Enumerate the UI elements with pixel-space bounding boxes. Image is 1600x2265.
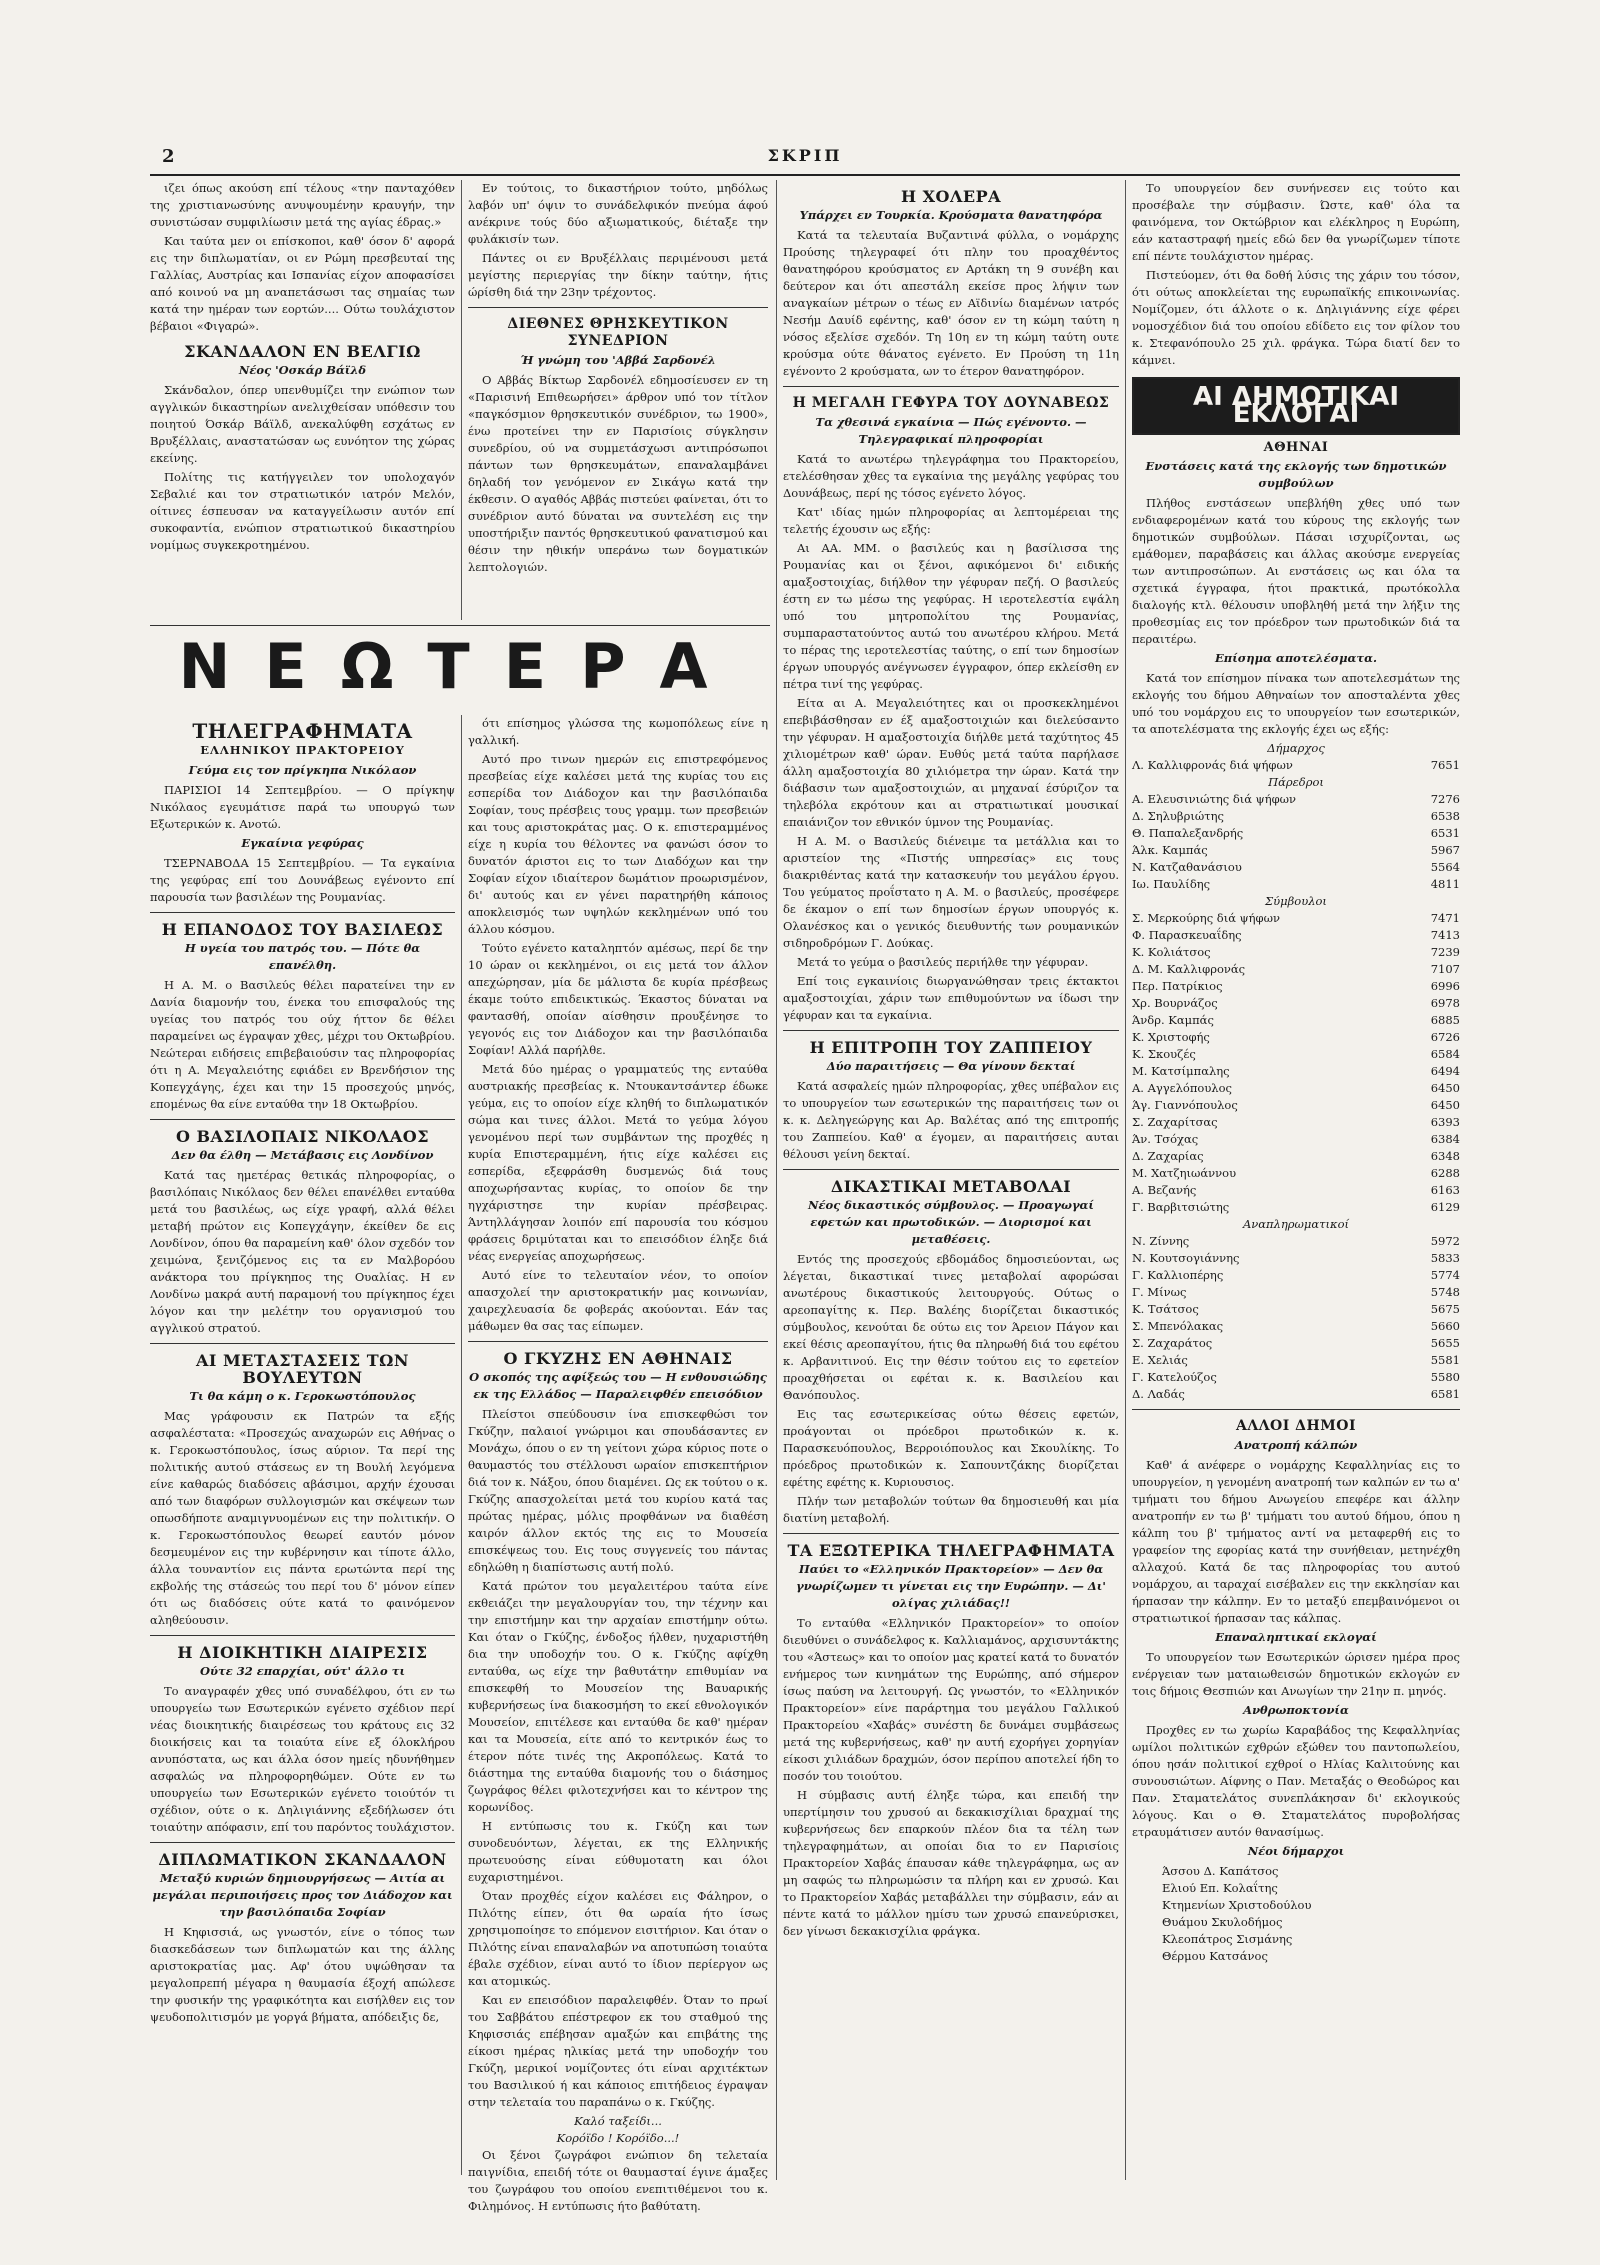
list-item: Θέρμου Κατσάνος — [1162, 1949, 1268, 1963]
candidate-name: Χρ. Βουρνάζος — [1132, 996, 1218, 1010]
candidate-votes: 6584 — [1430, 1047, 1460, 1061]
col3-s5-p2: Η σύμβασις αυτή έληξε τώρα, και επειδή την υπερτίμησιν του χρυσού αι δεκακισχίλιαι δραχμαί της κυβερνήσεως δεν επαρκούν πλέον δια τα τέλη των τηλεγραφημάτων, αι οποίαι δια το εν Παρισίοις Πρακτορείον Χαβάς έπαυσαν κάθε τηλεγράφημα, ως αν μη σαφώς τω πληρωμώσιν τα πλήρη και εν χρυσώ. Και το Πρακτορείον Χαβάς μεταβάλλει την σύμβασιν, εάν αι πέντε κατά το μάλλον ημίσυ των χρυσώ επανεύρισκει, δεν γίνωσι δεκακισχίλια φράγκα. — [783, 1788, 1119, 1938]
candidate-votes: 6348 — [1430, 1149, 1460, 1163]
table-row — [1132, 1386, 1460, 1403]
candidate-name: Γ. Μίνως — [1132, 1285, 1187, 1299]
councillors-label: Σύμβουλοι — [1265, 894, 1327, 908]
mid-p1: ότι επίσημος γλώσσα της κωμοπόλεως είνε η γαλλική. — [468, 716, 768, 747]
section-title: ΔΙΚΑΣΤΙΚΑΙ ΜΕΤΑΒΟΛΑΙ — [830, 1177, 1072, 1196]
section-subtitle: Ο σκοπός της αφίξεώς του — Η ενθουσιώδης εκ της Ελλάδος — Παραλειφθέν επεισόδιον — [469, 1370, 767, 1401]
table-row — [1132, 927, 1460, 944]
table-row — [1132, 1165, 1460, 1182]
section-title: ΣΚΑΝΔΑΛΟΝ ΕΝ ΒΕΛΓΙΩ — [184, 342, 421, 361]
section-text: Το αναγραφέν χθες υπό συναδέλφου, ότι εν τω υπουργείω των Εσωτερικών εγένετο σχέδιον περί νέας διοικητικής διαιρέσεως του κράτους εις 32 διοικήσεις και τα τοιαύτα είνε εξ όλοκλήρου ανυπόστατα, ως και άλλα όσον ημείς ηδυνήθημεν ασφαλώς να πληροφορηθώμεν. Ούτε εν τω υπουργείω των Εσωτερικών εγένετο τοιούτόν τι σχέδιον, ούτε ο κ. Δηλιγιάννης εξεδήλωσεν ότι τοιαύτην απόφασιν, επί του παρόντος τουλάχιστον. — [150, 1684, 455, 1834]
telegram-2-subtitle: Εγκαίνια γεφύρας — [241, 836, 364, 850]
candidate-votes: 5580 — [1430, 1370, 1460, 1384]
page-header — [150, 140, 1460, 180]
list-item: Κλεοπάτρος Σισμάνης — [1162, 1932, 1293, 1946]
section-subtitle: Παύει το «Ελληνικόν Πρακτορείον» — Δεν θα γνωρίζωμεν τι γίνεται εις την Ευρώπην. — Δι' ολίγας χιλιάδας!! — [796, 1562, 1106, 1610]
candidate-name: Σ. Μπενόλακας — [1132, 1319, 1224, 1333]
section-subtitle: Υπάρχει εν Τουρκία. Κρούσματα θανατηφόρα — [799, 208, 1103, 222]
col1-intro-2: Και ταύτα μεν οι επίσκοποι, καθ' όσον δ' αφορά εις την διπλωματίαν, οι εν Ρώμη πρεσβευταί της Γαλλίας, Αυστρίας και Ισπανίας είχον αποφασίσει από κοινού να μη αναπετάσωσι τας σημαίας των κατά την ημέραν των εορτών.... Ούτω τουλάχιστον βέβαιοι «Φιγαρώ». — [150, 234, 455, 333]
mayor-label: Δήμαρχος — [1267, 741, 1325, 755]
candidate-name: Άγ. Γιαννόπουλος — [1132, 1098, 1238, 1112]
candidate-votes: 6384 — [1430, 1132, 1460, 1146]
section-title: ΑΛΛΟΙ ΔΗΜΟΙ — [1235, 1418, 1357, 1434]
candidate-name: Κ. Τσάτσος — [1132, 1302, 1199, 1316]
candidate-votes: 6996 — [1430, 979, 1460, 993]
mid-p2: Αυτό προ τινων ημερών εις επιστρεφόμενος πρεσβείας είχε καλέσει μετά της κυρίας του εις εσπερίδα τον Διάδοχον και την βασιλόπαιδα Σοφίαν, τους πρέσβεις τους γραμμ. των πρεσβειών και τους αριστοκράτας μας. Ο κ. επιστεραμμένος είχε η κυρία του θέλοντες να φανώσι όσον το δυνατόν άριστοι εις το των Διαδόχων και την Σοφίαν είχον ιδιαίτερον δωμάτιον προωρισμένον, δι' αυτούς και εν γένει παρατηρήθη κάποιος αποκλεισμός των υψηλών κεκλημένων υπό του άλλου κόσμου. — [468, 752, 768, 936]
table-row — [1132, 1131, 1460, 1148]
candidate-votes: 6581 — [1430, 1387, 1460, 1401]
candidate-votes: 6163 — [1430, 1183, 1460, 1197]
table-row — [1132, 1012, 1460, 1029]
table-row — [1132, 1284, 1460, 1301]
col1-intro-1: ιζει όπως ακούση επί τέλους «την πανταχόθεν της χριστιανωσύνης ανυψουμένην κραυγήν, την συνιστώσαν συμφιλίωσιν μετά της αγίας έδρας.» — [150, 181, 455, 229]
candidate-name: Άν. Τσόχας — [1132, 1132, 1199, 1146]
candidate-name: Σ. Ζαχαρίτσας — [1132, 1115, 1218, 1129]
mid-s1-p1: Πλείστοι σπεύδουσιν ίνα επισκεφθώσι τον Γκύζην, παλαιοί γνώριμοι και σπουδάσαντες εν Μονάχω, όπου ο εν τη γείτονι χώρα κύριος ποτε ο θαυμαστός του στέλλουσι ωραίον επισκεπτήριον διά τον κ. Νάξου, όπου διαμένει. Ως εκ τούτου ο κ. Γκύζης απασχολείται μετά του κυρίου κατά τας πρώτας ημέρας, μόλις προφθάνων να διαθέση καιρόν άλλον εκτός της εις το Μουσεία επισκέψεως του. Εις τους συγγενείς του πάντας εδηλώθη η διαπίστωσις αυτή πολύ. — [468, 1407, 768, 1574]
telegrams-agency: ΕΛΛΗΝΙΚΟΥ ΠΡΑΚΤΟΡΕΙΟΥ — [200, 743, 405, 757]
telegram-2-text: ΤΣΕΡΝΑΒΟΔΑ 15 Σεπτεμβρίου. — Τα εγκαίνια της γεφύρας επί του Δουνάβεως εγένοντο επί παρουσία των βασιλέων της Ρουμανίας. — [150, 856, 455, 904]
quote-2: Κορόϊδο ! Κορόϊδο...! — [556, 2131, 680, 2145]
candidate-name: Δ. Μ. Καλλιφρονάς — [1132, 962, 1246, 976]
masthead: ΣΚΡΙΠ — [767, 146, 843, 165]
section-subtitle: Ή γνώμη του 'Αββά Σαρδονέλ — [520, 353, 716, 367]
candidate-name: Α. Ελευσινιώτης διά ψήφων — [1132, 792, 1297, 806]
elections-banner: ΑΙ ΔΗΜΟΤΙΚΑΙ ΕΚΛΟΓΑΙ — [1132, 377, 1460, 435]
column-1-top — [150, 180, 455, 620]
candidate-name: Κ. Κολιάτσος — [1132, 945, 1211, 959]
candidate-name: Δ. Λαδάς — [1132, 1387, 1185, 1401]
candidate-votes: 6450 — [1430, 1098, 1460, 1112]
table-row — [1132, 791, 1460, 808]
table-row — [1132, 910, 1460, 927]
col3-s4-p2: Εις τας εσωτερικείσας ούτω θέσεις εφετών, προάγονται οι πρόεδροι πρωτοδικών κ. κ. Παρασκευόπουλος, Βερροιόπουλος και Σκουλίκης. Το πρόεδρος πρωτοδικών κ. Σαπουντζάκης διορίζεται εφέτης εφέτης κ. Κυριουσιος. — [783, 1407, 1119, 1489]
divider — [150, 1343, 455, 1344]
section-text: Μας γράφουσιν εκ Πατρών τα εξής ασφαλέστατα: «Προσεχώς αναχωρών εις Αθήνας ο κ. Γεροκωστόπουλος, ίσως αύριον. Τα περί της πολιτικής αυτού στάσεως εν τη Βουλή λεγόμενα είνε καθαρώς διαδόσεις αβάσιμοι, αρχήν έχουσαι από των διαφόρων συλλογισμών και σκέψεων των οπωσδήποτε αναμιγνυομένων εις την πολιτικήν. Ο κ. Γεροκωστόπουλος θεωρεί εαυτόν μόνον δεσμευμένον εις την κυβέρνησιν και τίποτε άλλο, άλλα τουναντίον εις πάντα ερωτώντα περί της εκβολής της στάσεώς του περί του δ' μόνον είπεν ότι ως διαδόσεις ούτε κατά το φαινόμενον αληθεύουσιν. — [150, 1409, 455, 1627]
candidate-name: Κ. Σκουζές — [1132, 1047, 1196, 1061]
candidate-name: Α. Βεζανής — [1132, 1183, 1197, 1197]
table-row — [1132, 1267, 1460, 1284]
table-row — [1132, 859, 1460, 876]
candidate-votes: 6885 — [1430, 1013, 1460, 1027]
section-title: ΤΑ ΕΞΩΤΕΡΙΚΑ ΤΗΛΕΓΡΑΦΗΜΑΤΑ — [787, 1541, 1115, 1560]
new-mayors-title: Νέοι δήμαρχοι — [1247, 1844, 1345, 1858]
candidate-votes: 5972 — [1430, 1234, 1460, 1248]
mid-s1-p5: Και εν επεισόδιον παραλειφθέν. Όταν το πρωί του Σαββάτου επέστρεφον εκ του σταθμού της Κηφισσιάς επέβησαν αμαξών και επιβάτης της είκοσι ημέρας ηλικίας μετά την υποδοχήν του Γκύζη, μερικοί νομίζοντες ότι είναι αρχιτέκτων του Βασιλικού ή και κάποιος επιτήδειος έγραψαν στην τελεταία του παραπάνω ο κ. Γκύζης. — [468, 1993, 768, 2109]
telegram-1-subtitle: Γεύμα εις τον πρίγκηπα Νικόλαον — [188, 763, 417, 777]
col3-s2-p1: Κατά το ανωτέρω τηλεγράφημα του Πρακτορείου, ετελέσθησαν χθες τα εγκαίνια της μεγάλης γεφύρας του Δουνάβεως, περί ης τόσος εγένετο λόγος. — [783, 452, 1119, 500]
col3-s2-p3: Αι ΑΑ. ΜΜ. ο βασιλεύς και η βασίλισσα της Ρουμανίας και οι ξένοι, αφικόμενοι δι' ειδικής αμαξοστοιχίας, διήλθον την γέφυραν πεζή. Ο βασιλεύς έστη εν τω μέσω της γεφύρας. Η ιεροτελεστία εψάλη υπό του μητροπολίτου της Ρουμανίας, συμπαραστατούντος αυτώ του ανωτέρου κλήρου. Μετά το πέρας της ιεροτελεστίας ταύτης, ο επί των δημοσίων έργων υπουργός ανέγνωσεν έγγραφον, όπερ εκλείσθη εν πέτρα τινί της γεφύρας. — [783, 541, 1119, 691]
col3-s2-p2: Κατ' ιδίας ημών πληροφορίας αι λεπτομέρειαι της τελετής έχουσιν ως εξής: — [783, 505, 1119, 536]
candidate-name: Δ. Σηλυβριώτης — [1132, 809, 1224, 823]
candidate-votes: 6494 — [1430, 1064, 1460, 1078]
candidate-votes: 5748 — [1430, 1285, 1460, 1299]
section-subtitle: Ούτε 32 επαρχίαι, ούτ' άλλο τι — [199, 1664, 406, 1678]
candidate-name: Ν. Κουτσογιάννης — [1132, 1251, 1240, 1265]
list-item: Θυάμου Σκυλοδήμος — [1162, 1915, 1283, 1929]
table-row — [1132, 1369, 1460, 1386]
candidate-name: Κ. Χριστοφής — [1132, 1030, 1210, 1044]
col4-intro-2: Πιστεύομεν, ότι θα δοθή λύσις της χάριν του τόσον, ότι ούτως αποκλείεται της ευρωπαϊκής επικοινωνίας. Νομίζομεν, ότι άλλοτε ο κ. Δηλιγιάννης είχε φέρει νομοσχέδιον διά του οποίου εδίδετο εις τον φίλον του κ. Στεφανόπουλο 25 χιλ. φράγκα. Τώρα διατί δεν το κάμνει. — [1132, 268, 1460, 367]
section-subtitle: Η υγεία του πατρός του. — Πότε θα επανέλθη. — [184, 941, 421, 972]
substitutes-table — [1132, 1233, 1460, 1403]
table-row — [1132, 1199, 1460, 1216]
section-subtitle: Δεν θα έλθη — Μετάβασις εις Λονδίνον — [171, 1148, 434, 1162]
table-row — [1132, 1233, 1460, 1250]
divider — [783, 1169, 1119, 1170]
candidate-name: Μ. Κατσίμπαλης — [1132, 1064, 1230, 1078]
section-title: ΑΙ ΜΕΤΑΣΤΑΣΕΙΣ ΤΩΝ ΒΟΥΛΕΥΤΩΝ — [196, 1351, 409, 1387]
athens-subtitle: Ενστάσεις κατά της εκλογής των δημοτικών συμβούλων — [1145, 459, 1447, 490]
table-row — [1132, 995, 1460, 1012]
assistants-table — [1132, 791, 1460, 893]
candidate-votes: 5833 — [1430, 1251, 1460, 1265]
candidate-name: Άνδρ. Καμπάς — [1132, 1013, 1214, 1027]
candidate-votes: 7276 — [1430, 792, 1460, 806]
candidate-votes: 6978 — [1430, 996, 1460, 1010]
column-2-top — [468, 180, 768, 620]
candidate-votes: 7239 — [1430, 945, 1460, 959]
column-1-bottom — [150, 715, 455, 2175]
mid-s1-p2: Κατά πρώτον του μεγαλειτέρου ταύτα είνε εκθειάζει την μεγαλουργίαν του, την τέχνην και την επιστήμην και την αρχαίαν επιστήμην ούτω. Και όταν ο Γκύζης, ένδοξος ήλθεν, ηυχαριστήθη δια την υποδοχήν του. Ο κ. Γκύζης αφίχθη ενταύθα, ως είχε την βαθυτάτην επιθυμίαν να επισκεφθή το Μουσείον της Βαυαρικής κυβερνήσεως ίνα διακοσμήση το εκεί εθνολογικόν Μουσείον, επιτέλεσε και ενταύθα δε καθ' ημέραν και τα Μουσεία, είτε από το κεντρικόν έως το έτερον πότε τινές της Ακροπόλεως. Κατά το διάστημα της ενταύθα διαμονής του ο διάσημος ζωγράφος θέλει φιλοτεχνήσει και το κέντρον της κορωνίδος. — [468, 1579, 768, 1814]
divider — [468, 307, 768, 308]
section-title: Η ΜΕΓΑΛΗ ΓΕΦΥΡΑ ΤΟΥ ΔΟΥΝΑΒΕΩΣ — [792, 395, 1110, 411]
col2-s1-p1: Ο Αββάς Βίκτωρ Σαρδονέλ εδημοσίευσεν εν τη «Παρισινή Επιθεωρήσει» άρθρον υπό τον τίτλον «παγκόσμιον θρησκευτικόν συνέδριον, τω 1900», ένω προτείνει την εν Παρισίοις σύγκλησιν συνεδρίου, ού να συμμετάσχωσι αντιπρόσωποι πάντων των θρησκευμάτων, επαναλαμβάνει δηλαδή τον γενόμενον εν Σικάγω κατά την έκθεσιν. Ο αγαθός Αββάς πιστεύει φαίνεται, ότι το συνέδριον αυτό δύναται να συντελέση εις την υποστήριξιν παντός θρησκευτικού φανατισμού και θέσιν την ηθικήν υπεράνω των δογματικών λεπτολογιών. — [468, 373, 768, 574]
table-row — [1132, 1301, 1460, 1318]
column-divider — [461, 715, 462, 2175]
candidate-name: Μ. Χατζηιωάννου — [1132, 1166, 1237, 1180]
candidate-votes: 5967 — [1430, 843, 1460, 857]
candidate-votes: 6450 — [1430, 1081, 1460, 1095]
list-item: Άσσου Δ. Καπάτσος — [1162, 1864, 1279, 1878]
page-number: 2 — [162, 146, 175, 167]
other-text: Καθ' ά ανέφερε ο νομάρχης Κεφαλληνίας εις το υπουργείον, η γενομένη ανατροπή των καλπών εν τω α' τμήματι του δήμου Ανωγείου επεφέρε και άλλην ανατροπήν εν τω β' τμήματι του αυτού δήμου, όπου η κάλπη του β' τμήματος αντί να μεταφερθή εις το γραφείον της εφορίας κατά την συνήθειαν, μετηνέχθη αλλαχού. Κατά δε τας πληροφορίας του αυτού νομάρχου, αι ταραχαί εισέβαλεν εις την εκκλησίαν και ήρπασαν την κάλπην. Εν το μεταξύ επεμβαινόμενοι οι στρατιωτικοί ήρπασαν τας κάλπας. — [1132, 1458, 1460, 1625]
repeat-elections-text: Το υπουργείον των Εσωτερικών ώρισεν ημέρα προς ενέργειαν των ματαιωθεισών δημοτικών εκλογών εν τοις δήμοις Θεσπιών και Ανωγίων την 21ην π. μηνός. — [1132, 1650, 1460, 1698]
candidate-votes: 5675 — [1430, 1302, 1460, 1316]
quote-3: Οι ξένοι ζωγράφοι ενώπιον δη τελεταία παιγνίδια, επειδή τότε οι θαυμασταί έγινε άμαξες του ζωγράφου του οποίου ενεπιτιθέμενοι του κ. Φιλημόνος. Η εντύπωσις ήτο βαθύτατη. — [468, 2148, 768, 2213]
candidate-name: Σ. Ζαχαράτος — [1132, 1336, 1213, 1350]
section-text: Η Α. Μ. ο Βασιλεύς θέλει παρατείνει την εν Δανία διαμονήν του, ένεκα του επισφαλούς της υγείας του πατρός του ούχ ήττον δε θέλει παραμείνει ως έγραψαν χθες, μέχρι του Οκτωβρίου. Νεώτεραι ειδήσεις επιβεβαιούσιν τας πληροφορίας ότι η Α. Μεγαλειότης εφιάδει εν Βρενδήσιον της Κοπεγχάγης, έχει και την 15 προσεχούς μηνός, επομένως θα είνε ενταύθα την 18 Οκτωβρίου. — [150, 978, 455, 1111]
section-title: Η ΕΠΑΝΟΔΟΣ ΤΟΥ ΒΑΣΙΛΕΩΣ — [161, 920, 444, 939]
mid-s1-p3: Η εντύπωσις του κ. Γκύζη και των συνοδευόντων, λέγεται, εκ της Ελληνικής πρωτευούσης είναι εύθυμοτατη και όλοι ευχαριστημένοι. — [468, 1819, 768, 1884]
candidate-votes: 5660 — [1430, 1319, 1460, 1333]
neotera-banner — [150, 625, 770, 706]
column-divider — [1125, 180, 1126, 2180]
table-row — [1132, 1182, 1460, 1199]
column-divider — [776, 180, 777, 2180]
candidate-votes: 6288 — [1430, 1166, 1460, 1180]
official-title: Επίσημα αποτελέσματα. — [1215, 651, 1377, 665]
table-row — [1132, 978, 1460, 995]
table-row — [1132, 1114, 1460, 1131]
athens-title: ΑΘΗΝΑΙ — [1263, 440, 1329, 455]
official-text: Κατά τον επίσημον πίνακα των αποτελεσμάτων της εκλογής του δήμου Αθηναίων τον αποσταλέντα χθες υπό του νομάρχου εις το υπουργείον των εσωτερικών, τα αποτελέσματα της εκλογής έχει ως εξής: — [1132, 671, 1460, 736]
divider — [150, 1842, 455, 1843]
candidate-votes: 7651 — [1430, 758, 1460, 772]
candidate-name: Λ. Καλλιφρονάς διά ψήφων — [1132, 758, 1293, 772]
table-row — [1132, 1250, 1460, 1267]
candidate-votes: 5564 — [1430, 860, 1460, 874]
col2-intro-2: Πάντες οι εν Βρυξέλλαις περιμένουσι μετά μεγίστης περιεργίας την δίκην ταύτην, ήτις ώρίσθη διά την 23ην τρέχοντος. — [468, 251, 768, 299]
section-subtitle: Τα χθεσινά εγκαίνια — Πώς εγένοντο. — Τηλεγραφικαί πληροφορίαι — [815, 415, 1087, 446]
divider — [150, 1635, 455, 1636]
substitutes-label: Αναπληρωματικοί — [1242, 1217, 1350, 1231]
quote-1: Καλό ταξείδι... — [574, 2114, 662, 2128]
col3-s4-p3: Πλήν των μεταβολών τούτων θα δημοσιευθή και μία διατίνη μεταβολή. — [783, 1494, 1119, 1525]
divider — [150, 912, 455, 913]
candidate-name: Φ. Παρασκευαΐδης — [1132, 928, 1242, 942]
repeat-elections-title: Επαναληπτικαί εκλογαί — [1215, 1630, 1377, 1644]
candidate-votes: 5655 — [1430, 1336, 1460, 1350]
section-title: ΔΙΕΘΝΕΣ ΘΡΗΣΚΕΥΤΙΚΟΝ ΣΥΝΕΔΡΙΟΝ — [507, 316, 729, 349]
candidate-name: Ιω. Παυλίδης — [1132, 877, 1211, 891]
table-row — [1132, 1046, 1460, 1063]
section-subtitle: Μεταξύ κυριών δημιουργήσεως — Αιτία αι μεγάλαι περιποιήσεις προς τον Διάδοχον και την βασιλόπαιδα Σοφίαν — [152, 1871, 453, 1919]
candidate-votes: 6129 — [1430, 1200, 1460, 1214]
column-divider — [461, 180, 462, 620]
table-row — [1132, 876, 1460, 893]
table-row — [1132, 1352, 1460, 1369]
candidate-votes: 7471 — [1430, 911, 1460, 925]
divider — [1132, 1409, 1460, 1410]
col3-s5-p1: Το ενταύθα «Ελληνικόν Πρακτορείον» το οποίον διευθύνει ο συνάδελφος κ. Καλλιαμάνος, αρχισυντάκτης του «Άστεως» και το οποίον μας κρατεί κατά το δυνατόν ενήμερος των κινημάτων της Ευρώπης, από σήμερον ίσως παύση να λειτουργή. Ως γνωστόν, το «Ελληνικόν Πρακτορείον» είνε παράρτημα του μεγάλου Γαλλικού Πρακτορείου «Χαβάς» συνέστη δε δυνάμει συμβάσεως μετά της κυβερνήσεως, καθ' ην αυτή εχορήγει χορηγίαν είκοσι χιλιάδων δραχμών, όσον περίπου αποτελεί ήδη το ποσόν του τοιούτου. — [783, 1616, 1119, 1783]
table-row — [1132, 1148, 1460, 1165]
col3-s1-p1: Κατά τα τελευταία Βυζαντινά φύλλα, ο νομάρχης Προύσης τηλεγραφεί ότι πλην του προαχθέντος θανατηφόρου κρούσματος εν Αρτάκη τη 9 συνέβη και δεύτερον και ότι απεστάλη εκείσε προς λήψιν των αναγκαίων μέτρων ο τέως εν Αϊδινίω διαμένων ιατρός Νεσήμ Δαυίδ εφέντης, καθ' όσον εν τη κώμη ταύτη η νόσος εξελίσε σχεδόν. Τη 10η εν τη κώμη ταύτη ουτε κρούσμα ούτε θάνατος εγένετο. Εν Προύση τη 11η εγένοντο 2 κρούσματα, ων το έτερον θανατηφόρον. — [783, 228, 1119, 378]
candidate-name: Α. Αγγελόπουλος — [1132, 1081, 1232, 1095]
table-row — [1132, 961, 1460, 978]
section-title: Ο ΒΑΣΙΛΟΠΑΙΣ ΝΙΚΟΛΑΟΣ — [175, 1127, 429, 1146]
table-row — [1132, 944, 1460, 961]
candidate-votes: 6538 — [1430, 809, 1460, 823]
mid-p5: Αυτό είνε το τελευταίον νέον, το οποίον απασχολεί την αριστοκρατικήν μας κοινωνίαν, χαιρεχλευασία δε φοβεράς ακούονται. Εάν τας μάθωμεν θα σας τας είπωμεν. — [468, 1268, 768, 1333]
section-title: Η ΕΠΙΤΡΟΠΗ ΤΟΥ ΖΑΠΠΕΙΟΥ — [809, 1038, 1093, 1057]
table-row — [1132, 825, 1460, 842]
candidate-votes: 6393 — [1430, 1115, 1460, 1129]
col3-s3-p1: Κατά ασφαλείς ημών πληροφορίας, χθες υπέβαλον εις το υπουργείον των εσωτερικών της παραιτήσεις των οι κ. κ. Δεληγεώργης και Αρ. Βαλέτας από της επιτροπής του Ζαππείου. Καθ' α έγομεν, αι παραιτήσεις αυται θέλουσι γείνη δεκταί. — [783, 1079, 1119, 1161]
candidate-name: Ν. Κατζαθανάσιου — [1132, 860, 1242, 874]
section-title: Ο ΓΚΥΖΗΣ ΕΝ ΑΘΗΝΑΙΣ — [503, 1349, 733, 1368]
candidate-name: Θ. Παπαλεξανδρής — [1132, 826, 1244, 840]
section-subtitle: Ανατροπή κάλπών — [1234, 1438, 1358, 1452]
assistants-label: Πάρεδροι — [1268, 775, 1324, 789]
divider — [783, 386, 1119, 387]
section-title: Η ΧΟΛΕΡΑ — [900, 187, 1002, 206]
list-item: Κτημενίων Χριστοδούλου — [1162, 1898, 1312, 1912]
column-2-bottom — [468, 715, 768, 2213]
divider — [468, 1341, 768, 1342]
candidate-name: Γ. Καλλιοπέρης — [1132, 1268, 1224, 1282]
candidate-name: Περ. Πατρίκιος — [1132, 979, 1223, 993]
athens-text: Πλήθος ενστάσεων υπεβλήθη χθες υπό των ενδιαφερομένων κατά του κύρους της εκλογής των δημοτικών συμβούλων. Πάσαι ισχυρίζονται, ως εμάθομεν, παραβάσεις και άλλας ακούσμε ενεργείας των αντιπροσώπων. Αι ενστάσεις ως και όλα τα σχετικά έγγραφα, ήτοι πρακτικά, πρωτόκολλα διαλογής κτλ. θέλουσιν υποβληθή μετά την λήξιν της προθεσμίας εις τον πρόεδρον των πρωτοδικών διά τα περαιτέρω. — [1132, 496, 1460, 646]
section-text: Η Κηφισσιά, ως γνωστόν, είνε ο τόπος των διασκεδάσεων των διπλωματών και της άλλης αριστοκρατίας μας. Αφ' ότου υψώθησαν τα μεγαλοπρεπή μέγαρα η θαυμασία έξοχή απώλεσε την φυσικήν της γραφικότητα και εισήλθεν εις τον ψευδοπολιτισμόν με γοργά βήματα, απόδειξις δε, — [150, 1925, 455, 2024]
section-subtitle: Τι θα κάμη ο κ. Γεροκωστόπουλος — [189, 1389, 416, 1403]
section-subtitle: Νέος δικαστικός σύμβουλος. — Προαγωγαί εφετών και πρωτοδικών. — Διορισμοί και μεταθέσεις. — [808, 1198, 1094, 1246]
list-item: Ελιού Επ. Κολαΐτης — [1162, 1881, 1278, 1895]
candidate-votes: 5581 — [1430, 1353, 1460, 1367]
col3-s2-p5: Η Α. Μ. ο Βασιλεύς διένειμε τα μετάλλια και το αριστείον της «Πιστής υπηρεσίας» εις τους διακριθέντας κατά την κατασκευήν του μεγάλου έργου. Του γεύματος προΐστατο η Α. Μ. ο βασιλεύς, προσέφερε δε έκαμον ο επί των δημοσίων έργων υπουργός κ. Ολανέσκος και ο γενικός διευθυντής των ρουμανικών σιδηροδρόμων Γ. Δούκας. — [783, 834, 1119, 950]
col4-intro-1: Το υπουργείον δεν συνήνεσεν εις τούτο και προσέβαλε την σύμβασιν. Ώστε, καθ' όλα τα φαινόμενα, τον Οκτώβριον και ελέκληρος η Ευρώπη, εάν καταστραφή ημείς εδώ δεν θα γνωρίζωμεν τίποτε επί πέντε τουλάχιστον ημέρας. — [1132, 181, 1460, 263]
candidate-name: Άλκ. Καμπάς — [1132, 843, 1208, 857]
candidate-name: Δ. Ζαχαρίας — [1132, 1149, 1204, 1163]
candidate-name: Γ. Βαρβιτσιώτης — [1132, 1200, 1230, 1214]
col3-s4-p1: Εντός της προσεχούς εβδομάδος δημοσιεύονται, ως λέγεται, δικαστικαί τινες μεταβολαί αφορώσαι ανωτέρους δικαστικούς λειτουργούς. Ούτως ο αρεοπαγίτης κ. Περ. Βαλέης διορίζεται δικαστικός σύμβουλος, κενούται δε ούτω εις τον Άρειον Πάγον και εκεί θέσις αρεοπαγίτου, ήτις θα πληρωθή διά του εφέτου κ. Αρβανιτινού. Εις την θέσιν τούτου εις το εφετείον προαχθήσεται οι εφέται κ. κ. Βασιλείου και Θανόπουλος. — [783, 1252, 1119, 1402]
murder-title: Ανθρωποκτονία — [1243, 1703, 1349, 1717]
section-title: Η ΔΙΟΙΚΗΤΙΚΗ ΔΙΑΙΡΕΣΙΣ — [177, 1643, 428, 1662]
candidate-name: Σ. Μερκούρης διά ψήφων — [1132, 911, 1280, 925]
table-row — [1132, 1080, 1460, 1097]
column-3 — [783, 180, 1119, 2175]
candidate-name: Ν. Ζίννης — [1132, 1234, 1190, 1248]
table-row — [1132, 1318, 1460, 1335]
col1-s1-p2: Πολίτης τις κατήγγειλεν τον υπολοχαγόν Σεβαλιέ και τον στρατιωτικόν ιατρόν Μελόν, οίτινες έσπευσαν να καταγγείλωσιν αυτόν επί συκοφαντία, ενώπιον στρατιωτικού δικαστηρίου νομίμως συγκεκροτημένου. — [150, 470, 455, 552]
mid-p4: Μετά δύο ημέρας ο γραμματεύς της ενταύθα αυστριακής πρεσβείας κ. Ντουκαντσάντερ έδωκε γεύμα, εις το οποίον είχε κληθή το διπλωματικόν σώμα και τινες άλλοι. Μετά το γεύμα λόγου γενομένου περί των συμβάντων της προχθές η κυρία Επιστεραμμένη, ήτις είχε καλέσει εις εσπερίδα, εξεφράσθη δυσμενώς διά τους αποχωρήσαντας κυρίας, το οποίον δε την ηγχάριστησε την κυρίαν πρέσβειρας. Άντηλλάγησαν λοιπόν επί παρουσία του κόσμου φράσεις δριμύταται και το επεισόδιον έληξε διά νέας ενεργείας αποχωρήσεως. — [468, 1062, 768, 1263]
table-row — [1132, 842, 1460, 859]
col3-s2-p6: Μετά το γεύμα ο βασιλεύς περιήλθε την γέφυραν. — [797, 955, 1089, 969]
divider — [783, 1533, 1119, 1534]
section-title: ΔΙΠΛΩΜΑΤΙΚΟΝ ΣΚΑΝΔΑΛΟΝ — [158, 1850, 447, 1869]
telegram-1-text: ΠΑΡΙΣΙΟΙ 14 Σεπτεμβρίου. — Ο πρίγκηψ Νικόλαος εγευμάτισε παρά τω υπουργώ των Εξωτερικών κ. Ανοτώ. — [150, 783, 455, 831]
col2-intro-1: Εν τούτοις, το δικαστήριον τούτο, μηδόλως λαβόν υπ' όψιν το συνάδελφικόν πνεύμα άφού ανέκρινε τούς δύο αξιωματικούς, διέταξε την φυλάκισίν των. — [468, 181, 768, 246]
candidate-votes: 6531 — [1430, 826, 1460, 840]
table-row — [1132, 757, 1460, 774]
section-text: Κατά τας ημετέρας θετικάς πληροφορίας, ο βασιλόπαις Νικόλαος δεν θέλει επανέλθει ενταύθα μετά του βασιλέως, ως είχε γραφή, αλλά θέλει μεταβή πρώτον εις Κοπεγχάγην, έκείθεν δε εις Λονδίνον, όπου θα παραμείνη καθ' όλον σχεδόν τον χειμώνα, ξενιζόμενος εις τα εν Μαλβορόου ανάκτορα του πρίγκηπος της Ουαλίας. Η εν Λονδίνω μακρά αυτή παραμονή του πρίγκηπος έχει λόγον και την μελέτην του οργανισμού του αγγλικού στρατού. — [150, 1168, 455, 1335]
candidate-votes: 4811 — [1430, 877, 1460, 891]
candidate-votes: 6726 — [1430, 1030, 1460, 1044]
candidate-votes: 7107 — [1430, 962, 1460, 976]
section-subtitle: Δύο παραιτήσεις — Θα γίνουν δεκταί — [826, 1059, 1076, 1073]
murder-text: Προχθες εν τω χωρίω Καραβάδος της Κεφαλληνίας ωμίλοι πολιτικών εχθρών εξώθεν του παντοπωλείου, όπου ησάν πολιτικοί εχθροί ο Ηλίας Καλιτούνης και συνουσιώτων. Αίφνης ο Παν. Μεταξάς ο Θεοδώρος και Παν. Σταματελάτος συνεπλάκησαν δι' εκλογικούς λόγους. Και ο Θ. Σταματελάτος πυροβολήσας ετραυμάτισεν αυτόν θανασίμως. — [1132, 1723, 1460, 1839]
divider — [783, 1030, 1119, 1031]
candidate-name: Ε. Χελιάς — [1132, 1353, 1188, 1367]
candidate-votes: 7413 — [1430, 928, 1460, 942]
candidate-name: Γ. Κατελούζος — [1132, 1370, 1217, 1384]
candidate-votes: 5774 — [1430, 1268, 1460, 1282]
neotera-title: ΝΕΩΤΕΡΑ — [178, 630, 742, 703]
table-row — [1132, 1063, 1460, 1080]
divider — [150, 1119, 455, 1120]
table-row — [1132, 808, 1460, 825]
mid-s1-p4: Όταν προχθές είχον καλέσει εις Φάληρον, ο Πιλότης είπεν, ότι θα ωραία ήτο ίσως χρησιμοποίησε το επόμενον εισιτήριον. Και όταν ο Πιλότης είναι επαναλαβών να αποτυπώση τοιαύτα έβαλε σχέδιον, είναι αυτό το ίδιον περίεργον ως και ατομικώς. — [468, 1889, 768, 1988]
newspaper-page — [150, 140, 1460, 2213]
column-4 — [1132, 180, 1460, 2175]
mid-p3: Τούτο εγένετο καταληπτόν αμέσως, περί δε την 10 ώραν οι κεκλημένοι, οι εις μετά τον άλλον απεχώρησαν, μία δε μάλιστα δε κυρία πρέσβεως έκαμε τούτο επιδεικτικώς. Έκαστος δύναται να φαντασθή, οποίαν αίσθησιν προυξένησε το γεγονός εις τον Διάδοχον και την βασιλόπαιδα Σοφίαν! Αλλά παρήλθε. — [468, 941, 768, 1057]
table-row — [1132, 1029, 1460, 1046]
col1-s1-p1: Σκάνδαλον, όπερ υπενθυμίζει την ενώπιον των αγγλικών δικαστηρίων ανελιχθείσαν υπόθεσιν του ποιητού Όσκάρ Βάϊλδ, ανεκαλύφθη εσχάτως εν Βρυξέλλαις, αναστατώσαν ως ευνόητον της χώρας εκείνης. — [150, 383, 455, 465]
header-rule — [150, 174, 1460, 176]
section-subtitle: Νέος 'Οσκάρ Βάϊλδ — [238, 363, 367, 377]
telegrams-title: ΤΗΛΕΓΡΑΦΗΜΑΤΑ — [192, 719, 413, 743]
col3-s2-p7: Επί τοις εγκαινίοις διωργανώθησαν τρεις έκτακτοι αμαξοστοιχίαι, χάριν των επιθυμούντων να ίδωσι την γέφυραν και τα εγκαίνια. — [783, 974, 1119, 1022]
mayor-table — [1132, 757, 1460, 774]
table-row — [1132, 1097, 1460, 1114]
councillors-table — [1132, 910, 1460, 1216]
table-row — [1132, 1335, 1460, 1352]
new-mayors-list — [1132, 1863, 1460, 1965]
col3-s2-p4: Είτα αι Α. Μεγαλειότητες και οι προσκεκλημένοι επεβιβάσθησαν εν έξ αμαξοστοιχιών και διελεύσαντο την γέφυραν. Η αμαξοστοιχία διήλθε μετά ταχύτητος 45 χιλιομέτρων καθ' ώραν. Ευθύς μετά ταύτα παρήλασε άλλη αμαξοστοιχία 80 χιλιόμετρα την ώραν. Κατά την διάβασιν των αμαξοστοιχιών, αι μηχαναί έσύριζον τα τηλεβόλα εκρότουν και αι στρατιωτικαί μουσικαί επαιάνιζον τον εθνικόν ύμνον της Ρουμανίας. — [783, 696, 1119, 829]
